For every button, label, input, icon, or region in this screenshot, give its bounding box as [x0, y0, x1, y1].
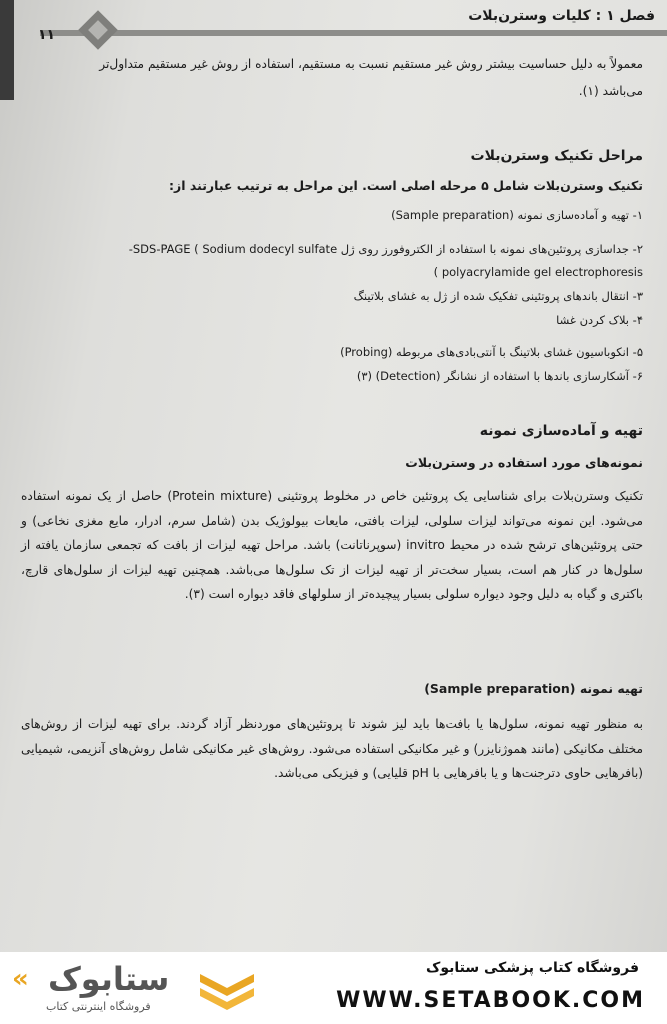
- step-item-5: ۵- انکوباسیون غشای بلاتینگ با آنتی‌بادی‌های مربوطه (Probing): [340, 345, 643, 359]
- steps-heading: مراحل تکنیک وسترن‌بلات: [470, 148, 643, 164]
- page-edge-strip: [0, 0, 14, 100]
- steps-subheading: تکنیک وسترن‌بلات شامل ۵ مرحله اصلی است. این مراحل به ترتیب عبارتند از:: [169, 178, 643, 193]
- intro-line-1: معمولاً به دلیل حساسیت بیشتر روش غیر مستقیم نسبت به مستقیم، استفاده از روش غیر مستقیم متداول‌تر: [99, 57, 643, 71]
- setabook-logo-subtitle: فروشگاه اینترنتی کتاب: [46, 1000, 151, 1013]
- setabook-logo-text: ستابوک: [48, 960, 170, 998]
- store-url[interactable]: WWW.SETABOOK.COM: [336, 988, 645, 1013]
- intro-line-2: می‌باشد (۱).: [578, 84, 643, 98]
- step-item-4: ۴- بلاک کردن غشا: [556, 313, 643, 327]
- prep-heading: تهیه نمونه (Sample preparation): [424, 681, 643, 696]
- step-item-2-continued: polyacrylamide gel electrophoresis ): [433, 265, 643, 279]
- sample-subheading: نمونه‌های مورد استفاده در وسترن‌بلات: [405, 455, 643, 470]
- setabook-chevron-icon: [198, 970, 256, 1014]
- logo-arrows-icon: «: [12, 964, 29, 994]
- page-number: ۱۱: [38, 27, 56, 43]
- step-item-6: ۶- آشکارسازی باندها با استفاده از نشانگر (Detection) (۳): [356, 369, 643, 383]
- store-name: فروشگاه کتاب پزشکی ستابوک: [426, 960, 639, 976]
- header-rule: [40, 30, 667, 36]
- step-item-1: ۱- تهیه و آماده‌سازی نمونه (Sample preparation): [391, 208, 643, 222]
- step-item-3: ۳- انتقال باندهای پروتئینی تفکیک شده از ژل به غشای بلاتینگ: [353, 289, 643, 303]
- sample-heading: تهیه و آماده‌سازی نمونه: [479, 423, 643, 439]
- step-item-2: ۲- جداسازی پروتئین‌های نمونه با استفاده از الکتروفورز روی ژل SDS-PAGE ( Sodium dodecyl sulfate-: [128, 242, 643, 256]
- chapter-title: فصل ۱ : کلیات وسترن‌بلات: [468, 8, 655, 24]
- prep-paragraph: به منظور تهیه نمونه، سلول‌ها یا بافت‌ها باید لیز شوند تا پروتئین‌های موردنظر آزاد گردند. برای تهیه لیزات از روش‌های مختلف مکانیکی (مانند هموژنایزر) و غیر مکانیکی استفاده می‌شود. روش‌های غیر مکانیکی شامل روش‌های آنزیمی، شیمیایی (بافرهایی حاوی دترجنت‌ها و یا بافرهایی با pH قلیایی) و فیزیکی می‌باشد.: [21, 717, 643, 780]
- sample-paragraph: تکنیک وسترن‌بلات برای شناسایی یک پروتئین خاص در مخلوط پروتئینی (Protein mixture) حاصل از یک نمونه استفاده می‌شود. این نمونه می‌تواند لیزات سلولی، لیزات بافتی، مایعات بیولوژیک بدن (شامل سرم، ادرار، مایع مغزی نخاعی) و حتی پروتئین‌های ترشح شده در محیط invitro (سوپرناتانت) باشد. مراحل تهیه لیزات از بافت که تجمعی سازمان یافته از سلول‌ها در کنار هم است، بسیار سخت‌تر از تهیه لیزات از تک سلول‌ها می‌باشد. همچنین تهیه لیزات از سلول‌های قارچ، باکتری و گیاه به دلیل وجود دیواره سلولی بسیار پیچیده‌تر از سلولهای فاقد دیواره است (۳).: [21, 489, 644, 601]
